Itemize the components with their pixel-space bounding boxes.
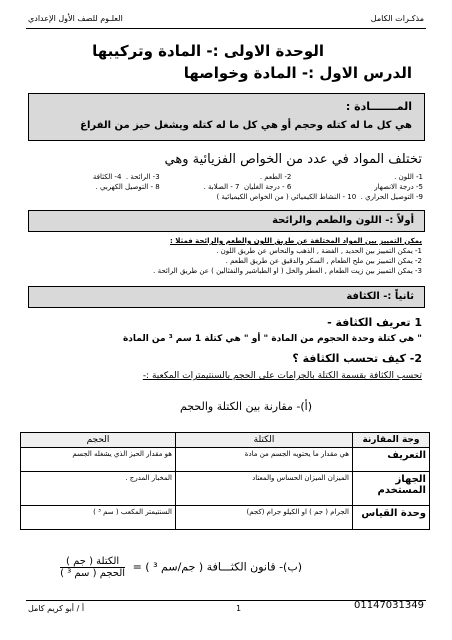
footer-author: أ / أبو كريم كامل (28, 604, 85, 613)
density-fraction (60, 556, 125, 579)
density-definition-answer: " هي كتلة وحدة الحجوم من المادة " أو " هي كتلة 1 سم ³ من المادة (122, 334, 422, 344)
section1-point: 1- يمكن التمييز بين الحديد , الفضة , الذهب والنحاس عن طريق اللون . (216, 247, 422, 255)
table-cell: السنتيمتر المكعب ( سم ³ ) (21, 506, 176, 530)
table-header: وجة المقارنة (353, 433, 430, 448)
table-cell: الجهاز المستخدم (353, 472, 430, 506)
table-cell: التعريف (353, 448, 430, 472)
header-divider (26, 28, 426, 29)
table-cell: وحدة القياس (353, 506, 430, 530)
property-item: 2- الطعم . (259, 173, 292, 181)
lesson-title: الدرس الاول :- المادة وخواصها (183, 64, 412, 82)
property-item: 8 - التوصيل الكهربي . (95, 183, 160, 191)
header-right: مذكـرات الكامل (370, 14, 424, 23)
footer-page: 1 (236, 604, 242, 613)
table-cell: الميزان الميزان الحساس والمعتاد (176, 472, 353, 506)
footer-phone: 01147031349 (354, 600, 424, 611)
table-row (21, 506, 430, 530)
table-cell: المخبار المدرج . (21, 472, 176, 506)
property-item-last: 9- التوصيل الحراري . 10 - النشاط الكيميائي ( من الخواص الكيميائية ) (216, 193, 423, 201)
density-law-label: (ب)- قانون الكثـــافة ( جم/سم ³ ) = (132, 560, 302, 574)
properties-heading: تختلف المواد في عدد من الخواص الفزيائية وهي (164, 152, 422, 167)
property-item: 6 - درجة الغليان 7 - الصلابة . (203, 183, 292, 191)
table-header-row (21, 433, 430, 448)
header-left: العلـوم للصف الأول الإعدادي (28, 14, 123, 23)
section1-title-bar (28, 210, 425, 232)
table-row (21, 472, 430, 506)
section1-point: 2- يمكن التمييز بين ملح الطعام , السكر والدقيق عن طريق الطعم . (225, 257, 422, 265)
table-cell: هي مقدار ما يحتويه الجسم من مادة (176, 448, 353, 472)
section1-body (27, 236, 422, 276)
definition-label: المـــــــادة : (345, 100, 412, 113)
property-item: 3- الرائحة . 4- الكثافة (92, 173, 160, 181)
density-calc-title: 2- كيف تحسب الكثافة ؟ (292, 352, 422, 365)
section2-title-bar (28, 286, 425, 308)
density-definition-title: 1 تعريف الكثافة - (327, 316, 422, 329)
table-cell: هو مقدار الحيز الذي يشغله الجسم (21, 448, 176, 472)
definition-box (28, 93, 425, 141)
section1-title: أولاً :- اللون والطعم والرائحة (272, 215, 414, 226)
table-row (21, 448, 430, 472)
fraction-numerator: الكتلة ( جم ) (60, 556, 125, 568)
table-header: الحجم (21, 433, 176, 448)
section1-intro: يمكن التمييز بين المواد المختلفة عن طريق اللون والطعم والرائحة فمثلا : (170, 237, 422, 245)
density-law (60, 556, 302, 579)
section2-title: ثانياً :- الكثافة (346, 291, 414, 302)
fraction-denominator: الحجم ( سم ³ ) (60, 568, 126, 579)
section1-point: 3- يمكن التمييز بين زيت الطعام , العطر والخل ( او الطباشير والنفثالين ) عن طريق الرائحة . (153, 267, 422, 275)
unit-title: الوحدة الاولى :- المادة وتركيبها (92, 42, 324, 60)
definition-text: هي كل ما له كتله وحجم أو هي كل ما له كتله ويشغل حيز من الفراغ (80, 120, 412, 131)
properties-list (28, 172, 423, 202)
density-calc-answer: تحسب الكثافة بقسمة الكتلة بالجرامات على الحجم بالسنتيمترات المكعبة :- (142, 371, 422, 381)
comparison-table (20, 432, 430, 530)
comparison-title: (أ)- مقارنة بين الكتلة والحجم (179, 400, 312, 413)
table-cell: الجرام ( جم ) او الكيلو جرام (كجم) (176, 506, 353, 530)
property-item: 1- اللون . (394, 173, 423, 181)
property-item: 5- درجة الانصهار (374, 183, 423, 191)
table-header: الكتلة (176, 433, 353, 448)
